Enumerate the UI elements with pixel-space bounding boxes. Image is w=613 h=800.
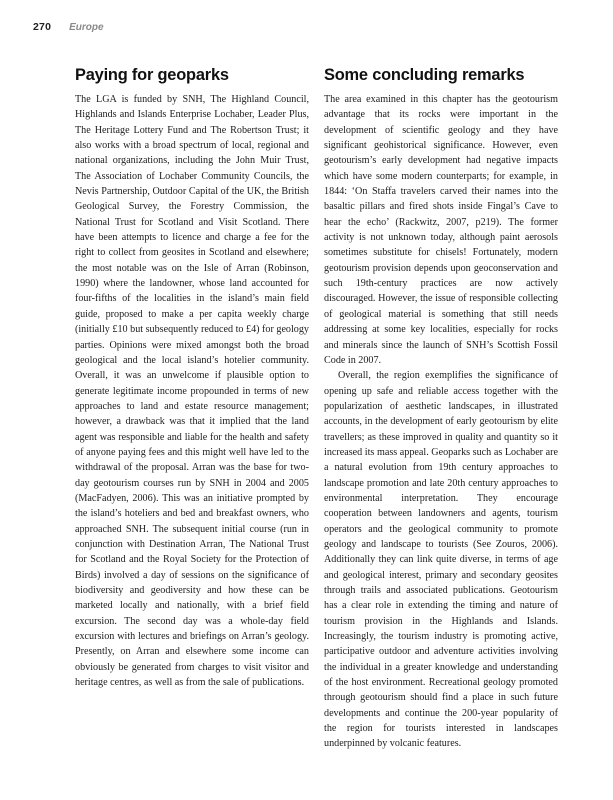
paying-for-geoparks-section <box>75 66 309 690</box>
running-head: Europe <box>69 22 104 33</box>
concluding-remarks-section <box>324 66 558 752</box>
page-header <box>33 21 104 33</box>
page-number: 270 <box>33 21 52 33</box>
body-paragraph: Overall, the region exemplifies the significance of opening up safe and reliable access together with the popularization of aesthetic landscapes, in illustrated accounts, in the development of early geotourism by elite travellers; as these improved in quality and quantity so it increased its mass appeal. Geoparks such as Lochaber are a natural evolution from 19th century approaches to landscape promotion and late 20th century approaches to environmental interpretation. They encourage cooperation between landowners and agents, tourism operators and the geological community to promote geology and landscape to tourists (See Zouros, 2006). Additionally they can link quite diverse, in terms of age and geological interest, primary and secondary geosites through trails and associated publications. Geotourism has a clear role in extending the timing and nature of tourism provision in the Highlands and Islands. Increasingly, the tourism industry is promoting active, participative outdoor and adventure activities involving the individual in a greater knowledge and understanding of the host environment. Recreational geology promoted through geotourism should find a place in such future developments and continue the 200-year popularity of the region for tourists interested in landscapes underpinned by volcanic features. <box>324 370 558 750</box>
section-heading-paying-for-geoparks: Paying for geoparks <box>75 66 229 84</box>
section-heading-concluding-remarks: Some concluding remarks <box>324 66 525 84</box>
body-paragraph: The area examined in this chapter has the geotourism advantage that its rocks were important in the development of scientific geology and they have significant geohistorical significance. However, even geotourism’s early development had negative impacts which have some modern counterparts; for example, in 1844: ‘On Staffa travelers carved their names into the basaltic pillars and fired shots inside Fingal’s Cave to hear the echo’ (Rackwitz, 2007, p219). The former activity is not unknown today, although paint aerosols sometimes substitute for chisels! Fortunately, modern geotourism provision depends upon geoconservation and such 19th-century practices are now actively discouraged. However, the issue of responsible collecting of geological material is something that still needs addressing at some key localities, especially for rocks and minerals since the launch of SNH’s Scottish Fossil Code in 2007. <box>324 94 558 366</box>
body-paragraph: The LGA is funded by SNH, The Highland Council, Highlands and Islands Enterprise Lochaber, Leader Plus, The Heritage Lottery Fund and The Robertson Trust; it also works with a broad spectrum of local, regional and national organizations, including the John Muir Trust, The Association of Lochaber Community Councils, the Nevis Partnership, Outdoor Capital of the UK, the British Geological Survey, the Forestry Commission, the National Trust for Scotland and Visit Scotland. There have been attempts to licence and charge a fee for the right to collect from geosites in Scotland and elsewhere; the most notable was on the Isle of Arran (Robinson, 1990) where the landowner, whose land accounted for four-fifths of the localities in the island’s main field guide, proposed to make a per capita weekly charge (initially £10 but subsequently reduced to £4) for geology parties. Opinions were mixed amongst both the broad geological and the local island’s hotelier community. Overall, it was an unwelcome if plausible option to generate legitimate income propounded in terms of new approaches to land and estate resource management; however, a drawback was that it implied that the land agent was responsible and liable for the health and safety of anyone paying fees and this might well have led to the withdrawal of the proposal. Arran was the base for two-day geotourism courses run by SNH in 2004 and 2005 (MacFadyen, 2006). This was an initiative prompted by the island’s hoteliers and bed and breakfast owners, who approached SNH. The subsequent initial course (run in conjunction with Destination Arran, The National Trust for Scotland and the Royal Society for the Protection of Birds) involved a day of sessions on the significance of biodiversity and geodiversity and how these can be marketed locally and nationally, with a brief field excursion. The second day was a whole-day field excursion with lectures and briefings on Arran’s geology. Presently, on Arran and elsewhere some income can obviously be generated from charges to visit visitor and heritage centres, as well as from the sale of publications. <box>75 94 309 689</box>
